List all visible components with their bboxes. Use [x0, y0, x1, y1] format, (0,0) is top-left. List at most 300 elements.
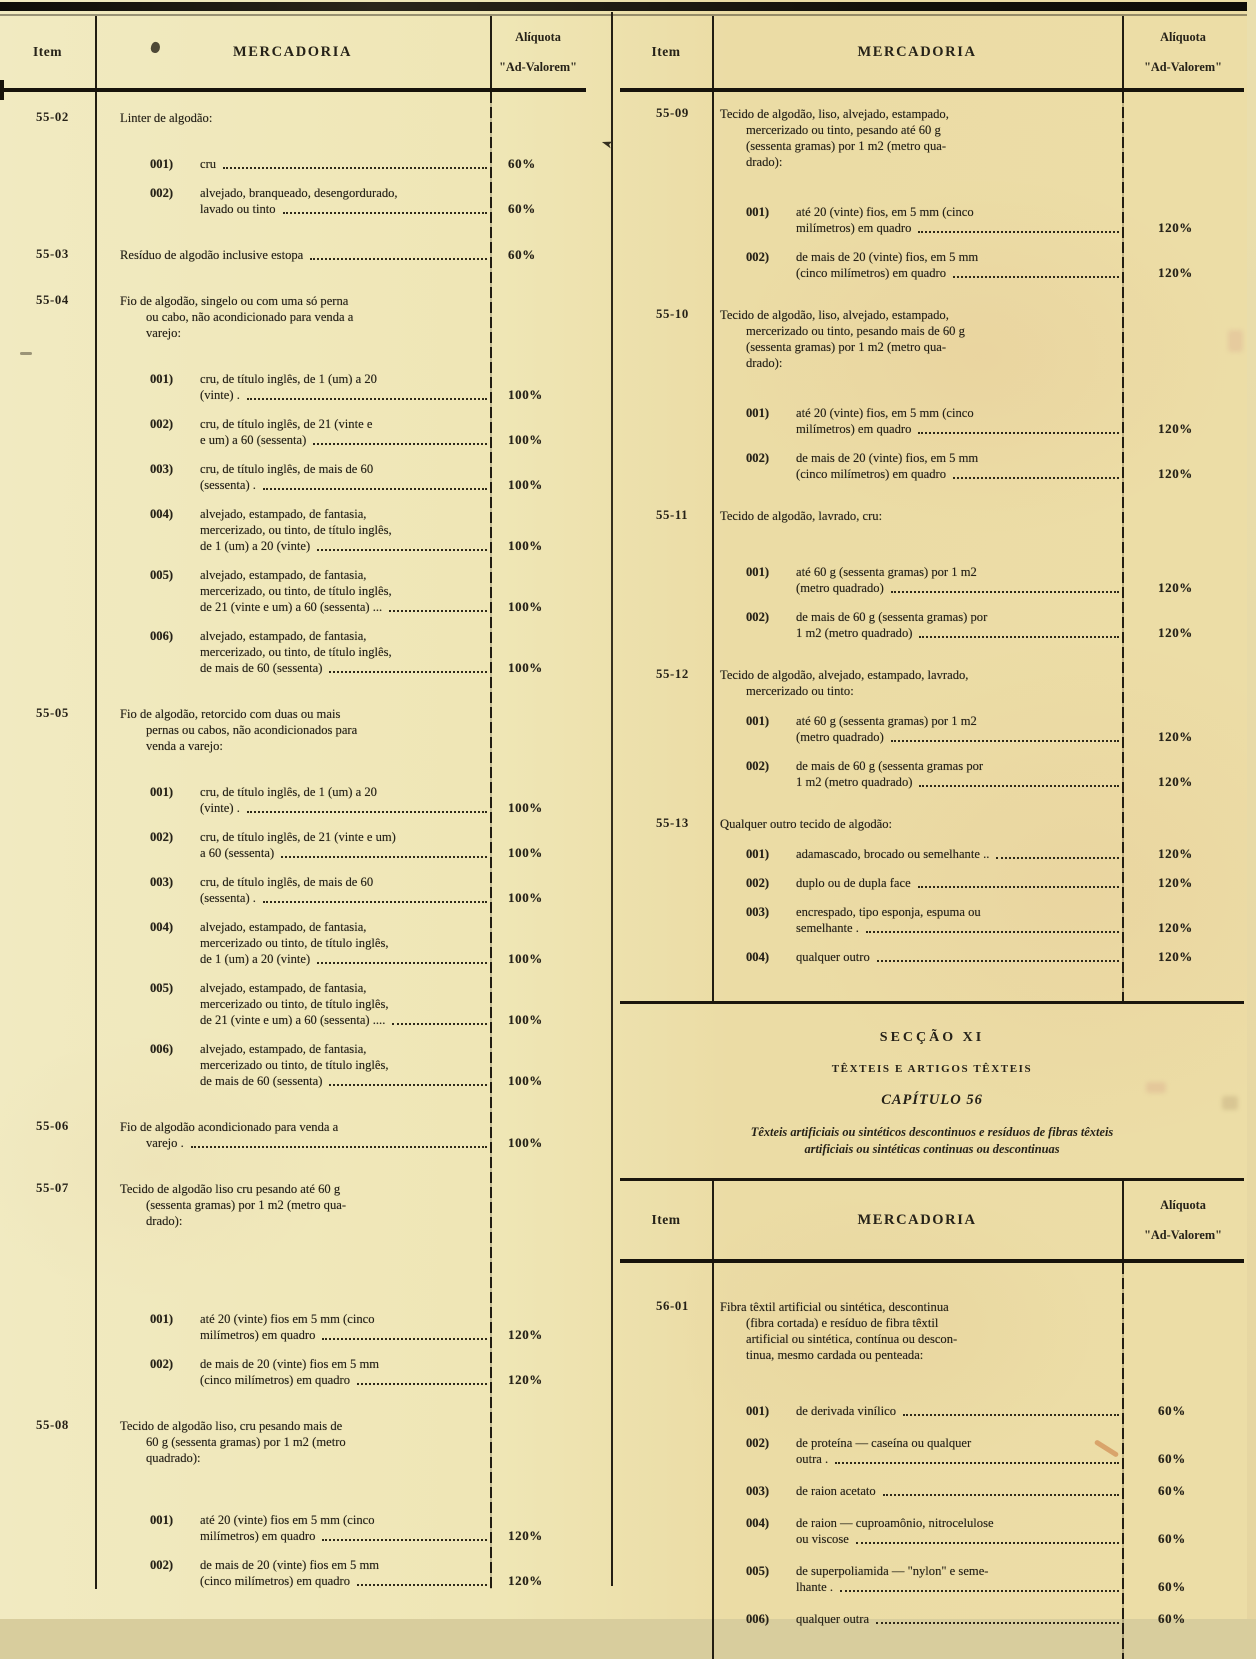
dot-leader [877, 960, 1119, 962]
column-header-item: Item [651, 44, 681, 59]
chapter-description [620, 1124, 1244, 1158]
description-line: Tecido de algodão, lavrado, cru: [720, 509, 883, 523]
tariff-item-row [0, 1418, 586, 1589]
sub-item-number: 002) [150, 417, 174, 431]
description-line: Tecido de algodão, alvejado, estampado, lavrado, [720, 668, 969, 682]
description-line: quadrado): [146, 1451, 201, 1465]
dot-leader [329, 1084, 487, 1086]
description-line: (fibra cortada) e resíduo de fibra têxtil [746, 1316, 939, 1330]
description-line [796, 421, 1122, 437]
description-line [120, 247, 490, 263]
table-header-right [620, 16, 1244, 88]
column-header-mercadoria-label: MERCADORIA [232, 43, 353, 60]
description-text: qualquer outro [796, 950, 870, 964]
sub-item-row [0, 1311, 586, 1343]
description-line [796, 920, 1122, 936]
page-top-rule [0, 2, 1247, 11]
ink-smudge [150, 41, 162, 54]
aliquota-value: 60% [1158, 1451, 1186, 1466]
item-description [95, 1181, 490, 1229]
table-vertical-rule-dashed [490, 92, 492, 1589]
sub-item-description [150, 1557, 490, 1589]
sub-item-row [0, 628, 586, 676]
aliquota-label: Alíquota [1160, 1197, 1206, 1212]
description-line [796, 729, 1122, 745]
sub-item-row [0, 1041, 586, 1089]
description-line [796, 949, 1122, 965]
item-description [712, 106, 1122, 170]
item-description [95, 247, 490, 263]
sub-item-row [0, 784, 586, 816]
ink-stain [1146, 1082, 1166, 1093]
sub-item-description [746, 564, 1122, 596]
sub-item-number: 001) [746, 1404, 770, 1418]
spacer [0, 461, 95, 493]
sub-item-description [150, 156, 490, 172]
sub-item-description [150, 461, 490, 493]
column-header-item: Item [33, 44, 62, 59]
aliquota-label: Alíquota [1160, 29, 1206, 44]
description-text: (cinco milímetros) em quadro [796, 467, 947, 481]
dot-leader [317, 549, 487, 551]
sub-item-row [0, 874, 586, 906]
sub-item-description [746, 204, 1122, 236]
tariff-item-row [0, 293, 586, 676]
dot-leader [953, 276, 1119, 278]
item-number: 55-08 [36, 1418, 69, 1432]
description-text: de raion acetato [796, 1484, 876, 1498]
dot-leader [866, 931, 1119, 933]
left-table-body [0, 92, 586, 1589]
description-text: a 60 (sessenta) [200, 846, 275, 860]
right-table-body [620, 92, 1244, 1001]
sub-item-description [150, 371, 490, 403]
dot-leader [357, 1383, 487, 1385]
column-header-mercadoria [95, 16, 490, 88]
dot-leader [263, 901, 487, 903]
description-text: milímetros) em quadro [200, 1328, 316, 1342]
sub-item-description [150, 874, 490, 906]
sub-item-description [746, 450, 1122, 482]
description-line [200, 1573, 490, 1589]
spacer [620, 758, 712, 790]
item-description [712, 508, 1122, 524]
spacer [620, 1403, 712, 1419]
item-description [712, 816, 1122, 832]
spacer [620, 1563, 712, 1595]
aliquota-value: 60% [508, 201, 536, 216]
description-text: (cinco milímetros) em quadro [796, 266, 947, 280]
tariff-item-row [0, 1181, 586, 1388]
pen-mark-dash [20, 352, 32, 355]
sub-item-number: 004) [150, 920, 174, 934]
description-text: semelhante . [796, 921, 859, 935]
description-line [796, 1403, 1122, 1419]
description-line: até 20 (vinte) fios em 5 mm (cinco [200, 1513, 375, 1527]
description-line: ou cabo, não acondicionado para venda a [146, 310, 354, 324]
description-line: Qualquer outro tecido de algodão: [720, 817, 893, 831]
sub-item-description [150, 567, 490, 615]
sub-item-number: 004) [746, 950, 770, 964]
description-line: alvejado, estampado, de fantasia, [200, 507, 367, 521]
dot-leader [191, 1146, 487, 1148]
sub-item-row [0, 567, 586, 615]
sub-item-row [0, 980, 586, 1028]
description-line: de mais de 20 (vinte) fios em 5 mm [200, 1558, 380, 1572]
header-vertical-rule [1122, 1181, 1124, 1259]
description-line [796, 1483, 1122, 1499]
dot-leader [919, 785, 1119, 787]
dot-leader [317, 962, 487, 964]
description-line: mercerizado ou tinto, pesando mais de 60 g [746, 324, 965, 338]
sub-item-description [746, 949, 1122, 965]
sub-item-row [0, 156, 586, 172]
sub-item-number: 002) [746, 1436, 770, 1450]
item-description [712, 307, 1122, 371]
description-line [796, 1611, 1122, 1627]
description-text: ou viscose [796, 1532, 849, 1546]
description-line: alvejado, estampado, de fantasia, [200, 981, 367, 995]
sub-item-number: 006) [150, 629, 174, 643]
dot-leader [876, 1622, 1119, 1624]
item-number: 55-12 [656, 667, 689, 681]
chapter56-table-body [620, 1263, 1244, 1659]
description-text: e um) a 60 (sessenta) [200, 433, 307, 447]
header-vertical-rule [1122, 16, 1124, 88]
aliquota-value: 100% [508, 599, 543, 614]
description-text: (cinco milímetros) em quadro [200, 1373, 351, 1387]
spacer [0, 1311, 95, 1343]
aliquota-value: 60% [1158, 1611, 1186, 1626]
description-line: de mais de 20 (vinte) fios em 5 mm [200, 1357, 380, 1371]
description-line: Tecido de algodão liso cru pesando até 60 g [120, 1182, 341, 1196]
description-line: até 20 (vinte) fios, em 5 mm (cinco [796, 205, 974, 219]
sub-item-description [746, 1435, 1122, 1467]
dot-leader [918, 886, 1119, 888]
aliquota-value: 120% [1158, 220, 1193, 235]
description-line [796, 625, 1122, 641]
description-line [200, 845, 490, 861]
aliquota-value: 60% [1158, 1403, 1186, 1418]
sub-item-row [0, 416, 586, 448]
dot-leader [953, 477, 1119, 479]
description-line [796, 580, 1122, 596]
sub-item-number: 003) [746, 1484, 770, 1498]
description-line [200, 1528, 490, 1544]
aliquota-value: 100% [508, 432, 543, 447]
section-title: SECÇÃO XI [879, 1030, 985, 1045]
tariff-item-row [0, 110, 586, 217]
aliquota-value: 100% [508, 1012, 543, 1027]
aliquota-value: 120% [1158, 920, 1193, 935]
dot-leader [223, 167, 487, 169]
spacer [0, 416, 95, 448]
aliquota-label: Alíquota [515, 29, 561, 44]
sub-item-number: 004) [150, 507, 174, 521]
aliquota-value: 60% [1158, 1579, 1186, 1594]
column-header-aliquota [490, 16, 586, 88]
dot-leader [329, 671, 487, 673]
sub-item-description [150, 829, 490, 861]
description-text: (metro quadrado) [796, 581, 884, 595]
dot-leader [856, 1542, 1119, 1544]
chapter-description-line: artificiais ou sintéticas continuas ou descontinuas [804, 1142, 1060, 1156]
item-number: 55-09 [656, 106, 689, 120]
aliquota-value: 120% [1158, 729, 1193, 744]
description-line: drado): [746, 155, 783, 169]
sub-item-number: 002) [746, 876, 770, 890]
sub-item-number: 001) [150, 372, 174, 386]
item-description [95, 1119, 490, 1151]
description-line: cru, de título inglês, de 1 (um) a 20 [200, 785, 377, 799]
sub-item-description [746, 1483, 1122, 1499]
description-line: Fio de algodão, singelo ou com uma só perna [120, 294, 349, 308]
sub-item-description [150, 628, 490, 676]
spacer [620, 904, 712, 936]
spacer [620, 1435, 712, 1467]
description-text: varejo . [146, 1136, 184, 1150]
sub-item-row [0, 1512, 586, 1544]
spacer [0, 567, 95, 615]
dot-leader [891, 591, 1119, 593]
sub-item-description [150, 919, 490, 967]
description-line: alvejado, estampado, de fantasia, [200, 568, 367, 582]
dot-leader [996, 857, 1119, 859]
tariff-item-row [0, 706, 586, 1089]
description-line: mercerizado, ou tinto, de título inglês, [200, 645, 392, 659]
aliquota-value: 100% [508, 660, 543, 675]
aliquota-value: 120% [508, 1573, 543, 1588]
description-line: pernas ou cabos, não acondicionados para [146, 723, 358, 737]
table-vertical-rule [712, 1263, 714, 1659]
description-text: adamascado, brocado ou semelhante .. [796, 847, 990, 861]
description-text: lavado ou tinto [200, 202, 276, 216]
description-line: mercerizado, ou tinto, de título inglês, [200, 584, 392, 598]
sub-item-description [746, 1515, 1122, 1547]
item-main-line [0, 293, 586, 341]
description-line: Linter de algodão: [120, 111, 213, 125]
description-line: cru, de título inglês, de 1 (um) a 20 [200, 372, 377, 386]
spacer [0, 1557, 95, 1589]
item-number: 55-02 [36, 110, 69, 124]
aliquota-value: 120% [508, 1327, 543, 1342]
tariff-item-row [0, 247, 586, 263]
dot-leader [313, 443, 487, 445]
description-text: de 1 (um) a 20 (vinte) [200, 952, 311, 966]
sub-item-number: 001) [746, 565, 770, 579]
spacer [620, 1483, 712, 1499]
description-line [796, 1579, 1122, 1595]
table-vertical-rule-dashed [1122, 92, 1124, 1001]
item-description [95, 1418, 490, 1466]
dot-leader [891, 740, 1119, 742]
aliquota-value: 120% [1158, 774, 1193, 789]
spacer [620, 1611, 712, 1627]
description-line: (sessenta gramas) por 1 m2 (metro qua- [746, 340, 947, 354]
description-text: Resíduo de algodão inclusive estopa [120, 248, 304, 262]
column-header-aliquota [1122, 1181, 1244, 1259]
description-line [200, 599, 490, 615]
description-text: (metro quadrado) [796, 730, 884, 744]
description-line: varejo: [146, 326, 181, 340]
description-line [200, 890, 490, 906]
description-text: (sessenta) . [200, 478, 256, 492]
aliquota-value: 60% [508, 247, 536, 262]
spacer [620, 564, 712, 596]
description-line: Tecido de algodão liso, cru pesando mais de [120, 1419, 343, 1433]
description-text: milímetros) em quadro [200, 1529, 316, 1543]
aliquota-value: 60% [1158, 1531, 1186, 1546]
description-line: cru, de título inglês, de 21 (vinte e [200, 417, 373, 431]
spacer [0, 1512, 95, 1544]
item-number: 55-03 [36, 247, 69, 261]
item-description [712, 1299, 1122, 1363]
aliquota-value: 100% [508, 538, 543, 553]
spacer [620, 1515, 712, 1547]
description-line [200, 1372, 490, 1388]
sub-item-number: 002) [150, 1357, 174, 1371]
item-description [95, 706, 490, 754]
description-line: alvejado, estampado, de fantasia, [200, 920, 367, 934]
sub-item-number: 005) [746, 1564, 770, 1578]
description-line: tinua, mesmo cardada ou penteada: [746, 1348, 924, 1362]
description-line [200, 538, 490, 554]
aliquota-value: 120% [1158, 949, 1193, 964]
description-line: de mais de 60 g (sessenta gramas) por [796, 610, 988, 624]
sub-item-number: 001) [150, 1513, 174, 1527]
spacer [0, 829, 95, 861]
sub-item-number: 002) [150, 830, 174, 844]
spacer [0, 185, 95, 217]
description-text: 1 m2 (metro quadrado) [796, 775, 913, 789]
sub-item-row [0, 185, 586, 217]
section-subtitle: TÊXTEIS E ARTIGOS TÊXTEIS [831, 1063, 1033, 1075]
sub-item-description [150, 416, 490, 448]
sub-item-number: 004) [746, 1516, 770, 1530]
spacer [620, 713, 712, 745]
item-description [95, 110, 490, 126]
spacer [0, 1356, 95, 1388]
spacer [620, 609, 712, 641]
description-text: cru [200, 157, 217, 171]
tariff-item-row [0, 1119, 586, 1151]
description-text: (cinco milímetros) em quadro [200, 1574, 351, 1588]
item-number: 55-06 [36, 1119, 69, 1133]
sub-item-row [0, 1356, 586, 1388]
dot-leader [322, 1539, 487, 1541]
item-description [95, 293, 490, 341]
description-line [796, 1451, 1122, 1467]
column-header-mercadoria [712, 16, 1122, 88]
description-text: duplo ou de dupla face [796, 876, 911, 890]
description-line: cru, de título inglês, de 21 (vinte e um) [200, 830, 396, 844]
description-text: outra . [796, 1452, 829, 1466]
description-text: de 21 (vinte e um) a 60 (sessenta) ... [200, 600, 383, 614]
sub-item-number: 003) [150, 875, 174, 889]
column-header-item: Item [651, 1212, 681, 1227]
aliquota-value: 100% [508, 890, 543, 905]
sub-item-description [746, 875, 1122, 891]
description-line: mercerizado ou tinto, de título inglês, [200, 1058, 389, 1072]
left-page-column [0, 16, 586, 1606]
sub-item-description [746, 249, 1122, 281]
sub-item-description [746, 846, 1122, 862]
header-vertical-rule [490, 16, 492, 88]
sub-item-description [150, 185, 490, 217]
sub-item-description [150, 1041, 490, 1089]
spacer [620, 249, 712, 281]
item-main-line [0, 1418, 586, 1466]
description-line: cru, de título inglês, de mais de 60 [200, 875, 374, 889]
sub-item-number: 001) [746, 714, 770, 728]
header-vertical-rule [712, 1181, 714, 1259]
sub-item-description [150, 784, 490, 816]
description-line: encrespado, tipo esponja, espuma ou [796, 905, 981, 919]
description-text: 1 m2 (metro quadrado) [796, 626, 913, 640]
aliquota-value: 120% [1158, 421, 1193, 436]
ink-stain [1228, 330, 1243, 352]
description-line: mercerizado ou tinto, de título inglês, [200, 997, 389, 1011]
dot-leader [310, 258, 487, 260]
header-vertical-rule [712, 16, 714, 88]
description-line [796, 220, 1122, 236]
spacer [620, 204, 712, 236]
description-text: de mais de 60 (sessenta) [200, 1074, 323, 1088]
description-line: até 20 (vinte) fios, em 5 mm (cinco [796, 406, 974, 420]
aliquota-value: 120% [1158, 580, 1193, 595]
description-line: de mais de 60 g (sessenta gramas por [796, 759, 984, 773]
dot-leader [392, 1023, 487, 1025]
sub-item-description [746, 1611, 1122, 1627]
description-text: de derivada vinílico [796, 1404, 897, 1418]
description-text: (sessenta) . [200, 891, 256, 905]
item-number: 55-11 [656, 508, 689, 522]
sub-item-number: 002) [746, 610, 770, 624]
item-description [712, 667, 1122, 699]
spacer [0, 919, 95, 967]
sub-item-description [746, 609, 1122, 641]
description-line [200, 1073, 490, 1089]
sub-item-list [0, 1512, 586, 1589]
description-line: até 20 (vinte) fios em 5 mm (cinco [200, 1312, 375, 1326]
spacer [620, 405, 712, 437]
description-line [200, 477, 490, 493]
sub-item-number: 002) [150, 1558, 174, 1572]
sub-item-number: 005) [150, 981, 174, 995]
sub-item-description [150, 506, 490, 554]
item-main-line [0, 247, 586, 263]
description-line: Tecido de algodão, liso, alvejado, estampado, [720, 107, 949, 121]
sub-item-number: 001) [746, 406, 770, 420]
sub-item-description [746, 1563, 1122, 1595]
item-number: 56-01 [656, 1299, 689, 1313]
right-page-column [620, 16, 1244, 1626]
dot-leader [322, 1338, 487, 1340]
description-line: mercerizado, ou tinto, de título inglês, [200, 523, 392, 537]
description-line: Fibra têxtil artificial ou sintética, descontinua [720, 1300, 949, 1314]
spacer [620, 450, 712, 482]
dot-leader [283, 212, 487, 214]
spacer [620, 949, 712, 965]
description-line: artificial ou sintética, contínua ou descon- [746, 1332, 958, 1346]
aliquota-value: 60% [1158, 1483, 1186, 1498]
sub-item-description [746, 904, 1122, 936]
chapter-description-line: Têxteis artificiais ou sintéticos descontinuos e resíduos de fibras têxteis [750, 1125, 1114, 1139]
sub-item-number: 001) [746, 205, 770, 219]
sub-item-row [0, 461, 586, 493]
aliquota-value: 120% [508, 1528, 543, 1543]
sub-item-list [0, 156, 586, 217]
